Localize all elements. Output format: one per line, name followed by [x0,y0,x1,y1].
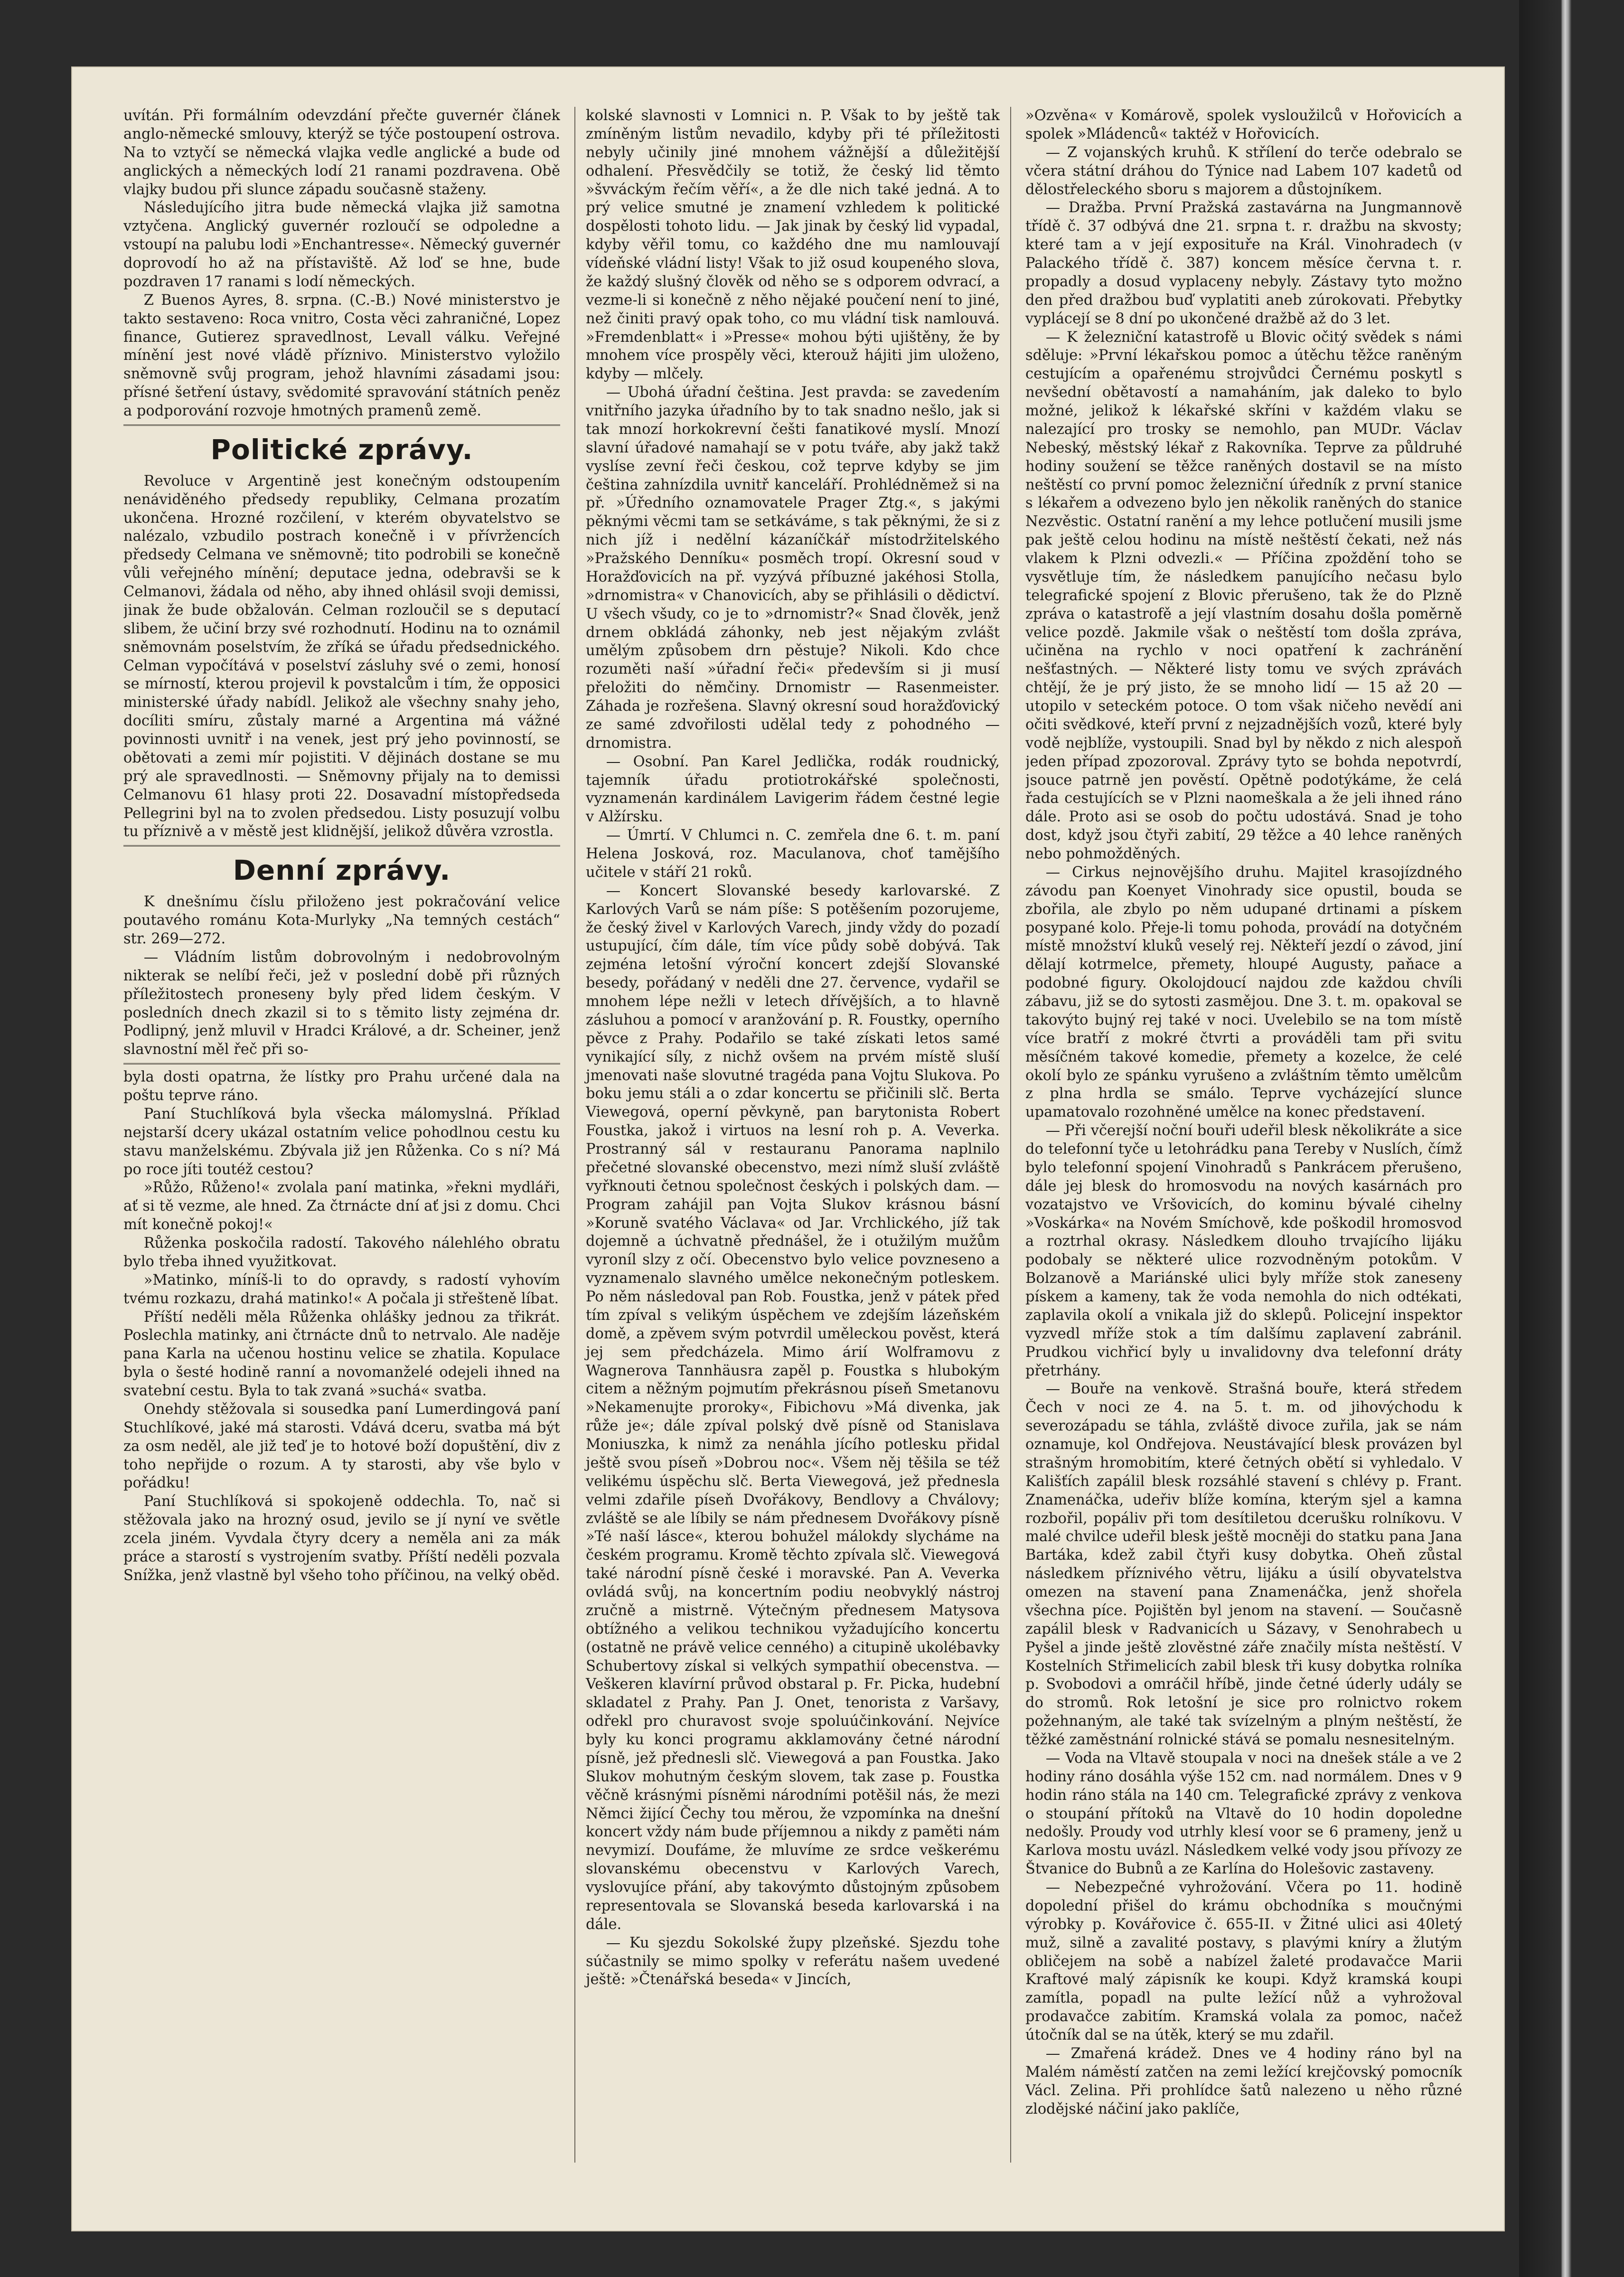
article-text: — Voda na Vltavě stoupala v noci na dnešek stále a ve 2 hodiny ráno dosáhla výše 152 cm. nad normálem. Dnes v 9 hodin ráno stála na 140 cm. Telegrafické zprávy z venkova o stoupání přítoků na Vltavě do 10 hodin dopoledne nedošly. Proudy vod utrhly klesí voor se 6 prameny, jenž u Karlova mostu uvázl. Následkem velké vody jsou přívozy ze Štvanice do Bubnů a ze Karlína do Holešovic zastaveny. [1025,1750,1462,1878]
section-divider [123,845,560,847]
column-1 [123,107,560,2163]
article-text: — Vládním listům dobrovolným i nedobrovolným nikterak se nelíbí řeči, jež v poslední době při různých příležitostech proneseny byly před lidem českým. V posledních dnech zkazil si to s těmito listy zejména dr. Podlipný, jenž mluvil v Hradci Králové, a dr. Scheiner, jenž slavnostní měl řeč při so- [123,949,560,1058]
newspaper-columns [123,107,1462,2163]
section-heading-political: Politické zprávy. [210,433,473,466]
article-text: — Osobní. Pan Karel Jedlička, rodák roudnický, tajemník úřadu protiotrokářské společnosti, vyznamenán kardinálem Lavigerim řádem čestné legie v Alžírsku. [586,753,1000,826]
article-text: — Dražba. První Pražská zastavárna na Jungmannově třídě č. 37 odbývá dne 21. srpna t. r. dražbu na skvosty; které tam a v její exposituře na Král. Vinohradech (v Palackého třídě č. 387) koncem měsíce června t. r. propadly a dosud vyplaceny nebyly. Zástavy tyto možno den před dražbou buď vyplatiti aneb zúrokovati. Přebytky vyplácejí se 8 dní po ukončené dražbě až do 3 let. [1025,199,1462,327]
feuilleton-divider [123,1063,560,1064]
article-text: — K železniční katastrofě u Blovic očitý svědek s námi sděluje: »První lékařskou pomoc a útěchu těžce raněným cestujícím a opařenému strojvůdci Černému poskytl s nevšední obětavostí a namaháním, jak daleko to bylo možné, jelikož k lékařské skříni v každém vlaku se nalezající pro trosky se nemohlo, pan MUDr. Václav Nebeský, městský lékař z Rakovníka. Teprve za půldruhé hodiny soužení se těžce raněných dostavil se na místo neštěstí co první pomoc železniční úředník z první stanice s lékařem a odvezeno bylo jen několik raněných do stanice Nezvěstic. Ostatní ranění a my lehce potlučení musili jsme pak ještě celou hodinu na místě neštěstí čekati, než nás vlakem k Plzni odvezli.« — Příčina zpoždění toho se vysvětluje tím, že následkem panujícího nečasu bylo telegrafické spojení z Blovic přerušeno, tak že do Plzně zpráva o katastrofě a její vlastním dosahu došla poměrně velice pozdě. Jakmile však o neštěstí tom došla zpráva, učiněna na rychlo v noci opatření k zachránění nešťastných. — Některé listy tomu ve svých zprávách chtějí, že je prý jisto, že se mnoho lidí — 15 až 20 — utopilo v seteckém potoce. O tom však ničeho nevědí ani očiti svědkové, kteří první z nejzadnějších vozů, které byly vodě nejblíže, vystoupili. Snad byl by někdo z nich alespoň jeden případ zpozoroval. Zprávy tyto se bohda nepotvrdí, jsouce patrně jen pověstí. Opětně podotýkáme, že celá řada cestujících se v Plzni naomeškala a že jeli ihned ráno dále. Proto asi se osob do počtu udostává. Snad je toho dost, když jsou čtyři zabití, 29 těžce a 40 lehce raněných nebo pohmožděných. [1025,329,1462,862]
feuilleton-text: Příští neděli měla Růženka ohlášky jednou za třikrát. Poslechla matinky, ani čtrnácte dnů to netrvalo. Ale naděje pana Karla na učenou hostinu velice se zhatila. Kopulace byla o šesté hodině ranní a novomanželé odejeli ihned na svatební cestu. Byla to tak zvaná »suchá« svatba. [123,1308,560,1399]
feuilleton-text: Paní Stuchlíková byla všecka málomyslná. Příklad nejstarší dcery ukázal ostatním velice pohodlnou cestu ku stavu manželskému. Zbývala již jen Růženka. Co s ní? Má po roce jíti toutéž cestou? [123,1105,560,1178]
article-text: kolské slavnosti v Lomnici n. P. Však to by ještě tak zmíněným listům nevadilo, kdyby při té příležitosti nebyly učinily jiné mnohem vážnější a důležitější odhalení. Přesvědčily se totiž, že český lid těmto »švváckým řečím věří«, a že dle nich také jedná. A to prý velice smutné je znamení vzhledem k politické dospělosti tohoto lidu. — Jak jinak by český lid vypadal, kdyby věřil tomu, co každého dne mu namlouvají vídeňské vládní listy! Však to již osud koupeného slova, že každý slušný člověk od něho se s odporem odvrací, a vezme-li si konečně z něho nějaké poučení není to jiné, než činiti pravý opak toho, co mu vládní tisk namlouvá. »Fremdenblatt« i »Presse« mohou býti ujištěny, že by mnohem více prospěly věci, kterouž hájiti jim uloženo, kdyby — mlčely. [586,107,1000,383]
feuilleton-text: Paní Stuchlíková si spokojeně oddechla. To, nač si stěžovala jako na hrozný osud, jevilo se jí nyní ve světle zcela jiném. Vyvdala čtyry dcery a neměla ani za mák práce a starostí s vystrojením svatby. Příští neděli pozvala Snížka, jenž vlastně byl všeho toho příčinou, na velký oběd. [123,1493,560,1584]
article-text: — Ubohá úřadní čeština. Jest pravda: se zavedením vnitřního jazyka úřadního by to tak snadno nešlo, jak si tak mnozí horkokrevní češti fanatikové myslí. Mnozí slavní úřadové namahají se v potu tváře, aby jakž takž vyslíse zevní řeči českou, což teprve kdyby se jim čeština zahnízdila uvnitř kanceláří. Prohlédněmež si na př. »Úředního oznamovatele Prager Ztg.«, s jakými pěknými věcmi tam se setkáváme, s tak pěknými, že si z nich jíž i nedělní kázaníčkář místodržitelského »Pražského Denníku« posměch tropí. Okresní soud v Horažďovicích na př. vyzývá příbuzné jakéhosi Stolla, »drnomistra« v Chanovicích, aby se přihlásili o dědictví. U všech všudy, co je to »drnomistr?« Snad člověk, jenž drnem obkládá záhonky, neb jest nějakým zvlášt umělým způsobem drn pěstuje? Nikoli. Kdo chce rozuměti naší »úřadní řeči« především si ji musí přeložiti do němčiny. Drnomistr — Rasenmeister. Záhada je rozřešena. Slavný okresní soud horažďovický ze samé zdvořilosti udělal tedy z pohodného — drnomistra. [586,384,1000,752]
article-text: — Zmařená krádež. Dnes ve 4 hodiny ráno byl na Malém náměstí zatčen na zemi ležící krejčovský pomocník Václ. Zelina. Při prohlídce šatů nalezeno u něho různé zlodějské náčiní jako paklíče, [1025,2045,1462,2117]
section-divider [123,424,560,426]
column-2 [574,107,1011,2163]
column-3 [1025,107,1462,2163]
feuilleton-text: »Matinko, míníš-li to do opravdy, s radostí vyhovím tvému rozkazu, drahá matinko!« A počala ji střešteně líbat. [123,1271,560,1307]
section-heading-daily: Denní zprávy. [233,854,451,887]
page-edge [1519,0,1624,2277]
article-text: uvítán. Při formálním odevzdání přečte guvernér článek anglo-německé smlouvy, kterýž se týče postoupení ostrova. Na to vztyčí se německá vlajka vedle anglické a bude od anglických a německých lodí 21 ranami pozdravena. Obě vlajky budou při slunce západu současně staženy. [123,107,560,198]
article-text: — Z vojanských kruhů. K střílení do terče odebralo se včera státní dráhou do Týnice nad Labem 107 kadetů od dělostřeleckého sboru s majorem a důstojníkem. [1025,144,1462,198]
article-text: — Bouře na venkově. Strašná bouře, která středem Čech v noci ze 4. na 5. t. m. od jihovýchodu k severozápadu se táhla, zvláště divoce zuřila, jak se nám oznamuje, kol Ondřejova. Neustávající blesk provázen byl strašným hromobitím, které četných obětí si vyhledalo. V Kališťích zapálil blesk rozsáhlé stavení s chlévy p. Frant. Znamenáčka, udeřiv blíže komína, kterým sjel a kamna rozbořil, popáliv při tom desítiletou dcerušku rolníkovu. V malé chvilce udeřil blesk ještě mocněji do statku pana Jana Bartáka, kdež zabil čtyři kusy dobytka. Oheň zůstal následkem příznivého větru, lijáku a úsilí obyvatelstva omezen na stavení pana Znamenáčka, jenž shořela všechna píce. Pojištěn byl jenom na stavení. — Současně zapálil blesk v Radvanicích u Sázavy, v Senohrabech u Pyšel a jinde ještě zlověstné záře značily místa neštěstí. V Kostelních Střimelicích zabil blesk tři kusy dobytka rolníka p. Svobodovi a omráčil hříbě, jinde četné úderly udály se do stromů. Rok letošní je sice pro rolnictvo rokem požehnaným, ale také tak svízelným a plným neštěstí, že těžké zaměstnání rolnické stává se pomalu nesnesitelným. [1025,1381,1462,1748]
article-text: — Nebezpečné vyhrožování. Včera po 11. hodině dopolední přišel do krámu obchodníka s moučnými výrobky p. Kovářovice č. 655-II. v Žitné ulici asi 40letý muž, silně a zavalité postavy, s plavými kníry a žlutým obličejem na sobě a nabízel žaleté prodavačce Marii Kraftové malý zápisník ke koupi. Když kramská koupi zamítla, popadl na pulte ležící nůž a vyhrožoval prodavačce zabitím. Kramská volala za pomoc, načež útočník dal se na útěk, který se mu zdařil. [1025,1879,1462,2043]
article-text: — Při včerejší noční bouři udeřil blesk několikráte a sice do telefonní tyče u letohrádku pana Tereby v Nuslích, čímž bylo telefonní spojení Vinohradů s Pankrácem přerušeno, dále jej blesk do hromosvodu na nových kasárnách pro vozatajstvo ve Vršovicích, do kominu bývalé cihelny »Voskárka« na Novém Smíchově, kde poškodil hromosvod a roztrhal okrasy. Následkem dlouho trvajícího lijáku podobaly se některé ulice rozvodněným potokům. V Bolzanově a Mariánské ulici byly mříže stok zaneseny pískem a kameny, tak že voda nemohla do nich odtékati, zaplavila okolí a vnikala již do sklepů. Policejní inspektor vyzvedl mříže stok a tím dalšímu zaplavení zabránil. Prudkou vichřicí byly u invalidovny dva telefonní dráty přetrhány. [1025,1122,1462,1379]
article-text: Z Buenos Ayres, 8. srpna. (C.-B.) Nové ministerstvo je takto sestaveno: Roca vnitro, Costa věci zahraničné, Lopez finance, Gutierez spravedlnost, Levall válku. Veřejné mínění jest nové vládě příznivo. Ministerstvo vyložilo sněmovně svůj program, jehož hlavními zásadami jsou: přísné šetření ústavy, svědomité spravování státních peněz a podporování rozvoje hmotných pramenů země. [123,292,560,419]
article-text: Následujícího jitra bude německá vlajka již samotna vztyčena. Anglický guvernér rozloučí se odpoledne a vstoupí na palubu lodi »Enchantresse«. Německý guvernér doprovodí ho až na přístaviště. Až loď se hne, bude pozdraven 17 ranami s lodí německých. [123,199,560,290]
feuilleton-text: byla dosti opatrna, že lístky pro Prahu určené dala na poštu teprve ráno. [123,1069,560,1104]
article-text: K dnešnímu číslu přiloženo jest pokračování velice poutavého románu Kota-Murlyky „Na temných cestách“ str. 269—272. [123,894,560,947]
feuilleton-text: Onehdy stěžovala si sousedka paní Lumerdingová paní Stuchlíkové, jaké má starosti. Vdává dceru, svatba má být za osm neděl, ale již teď je to hotové boží dopuštění, div z toho nepřijde o rozum. A ty starosti, aby vše bylo v pořádku! [123,1401,560,1492]
article-text: — Cirkus nejnovějšího druhu. Majitel krasojízdného závodu pan Koenyet Vinohrady sice opustil, bouda se zbořila, ale zbylo po něm udupané drtinami a pískem posypané kolo. Přeje-li tomu pohoda, provádí na dotyčném místě množství kluků veselý rej. Někteří jezdí o závod, jiní dělají kotrmelce, přemety, hloupé Augusty, paňace a podobné figury. Okolojdoucí najdou zde každou chvíli zábavu, již se do sytosti zasmějou. Dne 3. t. m. opakoval se takovýto bujný rej také v noci. Uvelebilo se na tom místě více bratří z mokré čtvrti a prováděli tam při svitu měsíčném takové komedie, přemety a kozelce, že celé okolí bylo ze spánku vyrušeno a zvláštním těmto umělcům z plna hrdla se smálo. Teprve vycházející slunce upamatovalo rozohněné umělce na konec představení. [1025,864,1462,1121]
feuilleton-text: »Růžo, Růženo!« zvolala paní matinka, »řekni mydláři, ať si tě vezme, ale hned. Za čtrnácte dní ať jsi z domu. Chci mít konečně pokoj!« [123,1179,560,1233]
feuilleton-text: Růženka poskočila radostí. Takového nálehlého obratu bylo třeba ihned využitkovat. [123,1235,560,1270]
article-text: — Ku sjezdu Sokolské župy plzeňské. Sjezdu tohe súčastnily se mimo spolky v referátu našem uvedené ještě: »Čtenářská beseda« v Jincích, [586,1934,1000,1988]
article-text: — Koncert Slovanské besedy karlovarské. Z Karlových Varů se nám píše: S potěšením pozorujeme, že český živel v Karlových Varech, jindy vždy do pozadí ustupující, čím dále, tím více půdy sobě dobývá. Tak zejména letošní výroční koncert zdejší Slovanské besedy, pořádaný v neděli dne 27. července, vydařil se mnohem lépe nežli v letech dřívějších, a to hlavně zásluhou a pomocí v aranžování p. R. Foustky, operního pěvce z Prahy. Podařilo se také získati letos samé vynikající síly, z nichž ovšem na prvém místě sluší jmenovati naše slovutné tragéda pana Vojtu Slukova. Po boku jemu stáli a o zdar koncertu se přičinili slč. Berta Viewegová, operní pěvkyně, pan barytonista Robert Foustka, jakož i virtuos na lesní roh p. A. Veverka. Prostranný sál v restauranu Panorama naplnilo přečetné slovanské obecenstvo, mezi nímž sluší zvláště vyřknouti četnou společnost českých i polských dam. — Program zahájil pan Vojta Slukov krásnou básní »Koruně svatého Václava« od Jar. Vrchlického, jíž tak dojemně a úchvatně přednášel, že i otužilým mužům vyroníl slzy z očí. Obecenstvo bylo velice povzneseno a vyznamenalo slavného umělce nekonečným potleskem. Po něm následoval pan Rob. Foustka, jenž v pátek před tím zpíval s velikým úspěchem ve zdejším lázeňském domě, a zpěvem svým potvrdil uměleckou pověst, která jej sem předcházela. Mimo árií Wolframovu z Wagnerova Tannhäusra zapěl p. Foustka s hlubokým citem a něžným pojmutím překrásnou píseň Smetanovu »Nekamenujte proroky«, Fibichovu »Má divenka, jak růže je«; dále zpíval polský dvě písně od Stanislava Moniuszka, k nimž za nenáhla jícího potlesku přidal ještě svou píseň »Dobrou noc«. Všem něj těšila se též velikému úspěchu slč. Berta Viewegová, jež přednesla velmi zdařile píseň Dvořákovy, Bendlovy a Chválovy; zvláště se ale líbily se nám přednesem Dvořákovy písně »Té naší lásce«, kterou bohužel málokdy slycháme na českém programu. Kromě těchto zpívala slč. Viewegová také národní písně české i moravské. Pan A. Veverka ovládá svůj, na koncertním podiu neobvyklý nástroj zručně a mistrně. Výtečným přednesem Matysova obtížného a velikou technikou vyžadujícího koncertu (ostatně ne právě velice cenného) a citupině ukolébavky Schubertovy získal si velkých sympathií obecenstva. — Veškeren klavírní průvod obstaral p. Fr. Picka, hudební skladatel z Prahy. Pan J. Onet, tenorista z Varšavy, odřekl pro churavost svoje spoluúčinkování. Nejvíce byly ku konci programu akklamovány četné národní písně, jež přednesli slč. Viewegová a pan Foustka. Jako Slukov mohutným českým slovem, tak zase p. Foustka věčně krásnými písněmi národními potěšil nás, že mezi Němci žijící Čechy tou měrou, že vzpomínka na dnešní koncert vždy nám bude příjemnou a nikdy z paměti nám nevymizí. Doufáme, že mluvíme ze srdce veškerému slovanskému obecenstvu v Karlových Varech, vyslovujíce přání, aby takovýmto důstojným způsobem representovala se Slovanská beseda karlovarská i na dále. [586,882,1000,1933]
article-text: — Úmrtí. V Chlumci n. C. zemřela dne 6. t. m. paní Helena Josková, roz. Maculanova, choť tamějšího učitele v stáří 21 roků. [586,827,1000,881]
article-text: Revoluce v Argentině jest konečným odstoupením nenáviděného předsedy republiky, Celmana prozatím ukončena. Hrozné rozčilení, v kterém obyvatelstvo se nalézalo, vzbudilo postrach konečně i v přívržencích předsedy Celmana ve sněmovně; tito podrobili se konečně vůli veřejného mínění; deputace jedna, odebravši se k Celmanovi, žádala od něho, aby ihned ohlásil svoji demissi, jinak že bude obžalován. Celman rozloučil se s deputací slibem, že učiní brzy své rozhodnutí. Hodinu na to oznámil sněmovnám poselstvím, že zříká se úřadu předsednického. Celman vypočítává v poselství zásluhy své o zemi, honosí se mírností, kterou projevil k povstalcům i tím, že opposici ministerské úřady nabídl. Jelikož ale všechny snahy jeho, docíliti smíru, zůstaly marné a Argentina má vážné povinnosti uvnitř i na venek, jest prý jeho povinností, se obětovati a zemi mír pojistiti. V dějinách dostane se mu prý ale spravedlnosti. — Sněmovny přijaly na to demissi Celmanovu 61 hlasy proti 22. Dosavadní místopředseda Pellegrini byl na to zvolen předsedou. Listy posuzují volbu tu příznivě a v městě jest klidnější, jelikož důvěra vzrostla. [123,472,560,840]
article-text: »Ozvěna« v Komárově, spolek vysloužilců v Hořovicích a spolek »Mládenců« taktéž v Hořovicích. [1025,107,1462,142]
